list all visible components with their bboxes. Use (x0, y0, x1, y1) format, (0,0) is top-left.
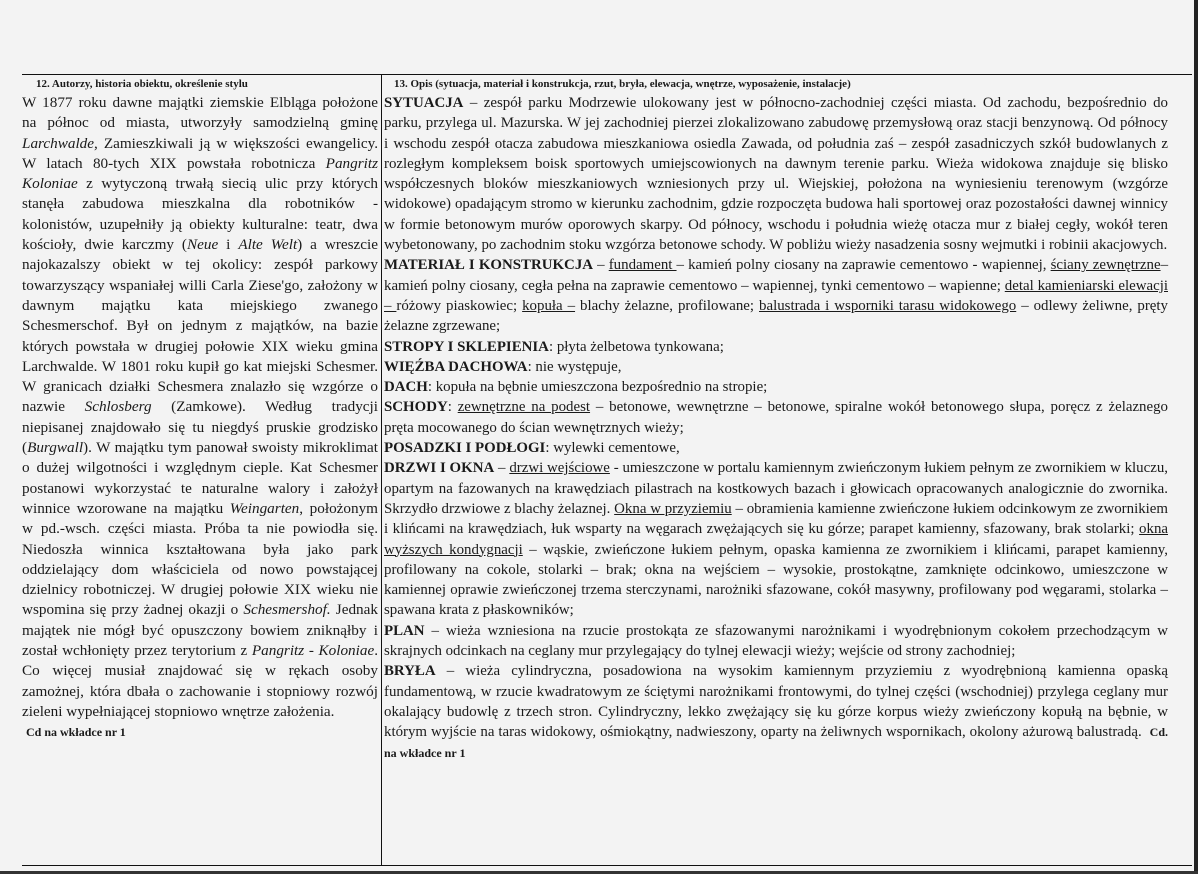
text-run: – (593, 257, 609, 274)
italic-run: Neue (186, 236, 219, 254)
continuation-note: Cd na wkładce nr 1 (26, 725, 126, 740)
underlined-term: okna wyższych kondygnacji (384, 521, 1168, 558)
underlined-term: Okna w przyziemiu (614, 500, 732, 517)
label-sytuacja: SYTUACJA (384, 95, 464, 111)
text-run: – (494, 460, 510, 477)
para-plan (384, 621, 1168, 662)
label-stropy: STROPY I SKLEPIENIA (384, 338, 549, 355)
para-sytuacja (384, 93, 1168, 255)
italic-run: Alte Welt (238, 236, 298, 254)
text-run: – kamień polny ciosany, cegła pełna na zaprawie cementowo – wapiennej, tynki cementowo – wapienne; (384, 257, 1169, 294)
text-run: różowy piaskowiec; (396, 297, 523, 314)
section-12-header: 12. Autorzy, historia obiektu, określenie stylu (36, 78, 248, 90)
label-schody: SCHODY (384, 399, 448, 416)
para-posadzki (384, 438, 1168, 458)
column-history (22, 75, 382, 865)
italic-run: Pangritz - Koloniae (251, 642, 375, 660)
text-run: – betonowe, wewnętrzne – betonowe, spiralne wokół betonowego słupa, poręcz z żelaznego pręta mocowanego do ścian wewnętrznych wieży; (384, 399, 1168, 436)
para-schody (384, 397, 1168, 438)
label-wiezba: WIĘŹBA DACHOWA (384, 358, 528, 375)
text-run: , Zamieszkiwali ją w większości ewangelicy. W latach 80-tych XIX powstała robotnicza (22, 134, 378, 172)
underlined-term: ściany zewnętrzne (1050, 257, 1161, 274)
para-material (384, 255, 1168, 336)
italic-run: Schesmershof. (243, 601, 331, 619)
text-run: ) a wreszcie najokazalszy obiekt w tej okolicy: zespół parkowy towarzyszący wspaniałej willi Carla Ziese'go, założony w dawnym majątku kata miejskiego zwanego Schesmerschof. Był on jednym z majątków, na bazie których powstała w drugiej połowie XIX wieku gmina Larchwalde. W 1801 roku kupił go kat miejski Schesmer. W granicach działki Schesmera znalazło się wzgórze o nazwie (22, 236, 378, 416)
italic-run: Pangritz Koloniae (22, 154, 378, 193)
para-bryla (384, 661, 1168, 762)
text-run: z wytyczoną trwałą siecią ulic przy których stanęła zabudowa mieszkalna dla robotników - kolonistów, uzupełniły ją obiekty kulturalne: teatr, dwa kościoły, dwie karczmy ( (22, 175, 378, 254)
text-run: – odlewy żeliwne, pręty żelazne zgrzewane; (384, 297, 1168, 335)
column-description (382, 75, 1168, 865)
text-run: : wylewki cementowe, (545, 440, 680, 457)
italic-run: Burgwall (27, 439, 84, 457)
underlined-term: zewnętrzne na podest (457, 399, 591, 416)
text-run: W 1877 roku dawne majątki ziemskie Elbląga położone na północ od miasta, utworzyły samodzielną gminę (22, 94, 378, 132)
text-run: : (447, 399, 458, 416)
text-run: (Zamkowe). Według tradycji niepisanej znajdowało się tu niegdyś pruskie grodzisko ( (22, 398, 378, 457)
label-drzwi: DRZWI I OKNA (384, 460, 495, 477)
text-run: . Co więcej musiał znajdować się w rękach osoby zamożnej, która dbała o zachowanie i stopniowy rozwój zieleni wypełniającej stopniowo wnętrze założenia. (22, 642, 379, 720)
text-run: – kamień polny ciosany na zaprawie cementowo - wapiennej, (676, 257, 1051, 274)
text-run: – wieża wzniesiona na rzucie prostokąta ze sfazowanymi narożnikami i wyodrębnionym cokołem przechodzącym w skrajnych odcinkach na ceglany mur przylegający do tylnej elewacji wieży; wejście od strony zachodniej; (384, 622, 1168, 660)
text-run: – zespół parku Modrzewie ulokowany jest w północno-zachodniej części miasta. Od zachodu, bezpośrednio do parku, przylega ul. Mazurska. W jej zachodniej pierzei zlokalizowano zabudowę przemysłową oraz stacji benzynową. Od północy i wschodu zespół otacza zabudowa mieszkaniowa osiedla Zawada, od południa zaś – zespół zasadniczych szkół budowlanych z rozległym kompleksem boisk sportowych umiejscowionych na dawnym terenie parku. Wieża widokowa znajduje się blisko współczesnych bloków mieszkaniowych wzniesionych przy ul. Wiejskiej, położona na wyniesieniu terenowym (wzgórze widokowe) opadającym stromo w kierunku zachodnim, gdzie rozpoczęta budowa hali sportowej oraz pozostałości dawnej winnicy w formie betonowym murów oporowych skarpy. Od północy, wschodu i południa wieżę otacza mur z białej cegły, wokół teren wybetonowany, po zachodnim stoku wzgórza betonowe schody. W pobliżu wieży nasadzenia sosny wejmutki i robinii akacjowych. (384, 95, 1168, 254)
label-posadzki: POSADZKI I PODŁOGI (384, 440, 546, 457)
label-bryla: BRYŁA (384, 663, 436, 680)
text-run: : kopuła na bębnie umieszczona bezpośrednio na stropie; (427, 379, 768, 396)
para-drzwi (384, 458, 1168, 620)
document-table (22, 74, 1192, 866)
italic-run: Weingarten (229, 499, 300, 517)
text-run: : płyta żelbetowa tynkowana; (548, 338, 724, 355)
italic-run: Larchwalde (22, 134, 94, 152)
label-plan: PLAN (384, 622, 425, 639)
text-run: – wąskie, zwieńczone łukiem pełnym, opaska kamienna ze zwornikiem i klińcami, parapet kamienny, profilowany na cokole, stolarki – brak; okna na wejściem – wysokie, prostokątne, zamknięte odcinkowo, umieszczone w kamiennej oprawie zwieńczonej trzema sterczynami, narożniki sfazowane, cokół masywny, profilowany pod węgarami, stolarka – spawana krata z płaskowników; (384, 541, 1168, 619)
description-text (384, 93, 1168, 763)
continuation-note: Cd. na wkładce nr 1 (384, 725, 1168, 760)
text-run: Jednak majątek nie mógł być opuszczony bowiem zniknąłby i został wchłonięty przez terytorium z (22, 601, 378, 660)
underlined-term: balustrada i wsporniki tarasu widokowego (759, 297, 1017, 314)
underlined-term: drzwi wejściowe (509, 460, 610, 477)
text-run: : nie występuje, (527, 358, 622, 375)
underlined-term: fundament (608, 257, 677, 274)
text-run: – wieża cylindryczna, posadowiona na wysokim kamiennym przyziemiu z wyodrębnioną kamienna opaską fundamentową, w rzucie kwadratowym ze ściętymi narożnikami frontowymi, do tylnej części (wschodniej) przylega ceglany mur okalający budowlę z trzech stron. Cylindryczny, lekko zwężający się ku górze korpus wieży zwieńczony kopułą na bębnie, w którym wyjście na taras widokowy, ośmiokątny, nadwieszony, oparty na żeliwnych wspornikach, okolony ażurową balustradą. (384, 663, 1168, 741)
text-run: i (218, 236, 239, 254)
text-run: – obramienia kamienne zwieńczone łukiem odcinkowym ze zwornikiem i klińcami na krawędziach, łuk wsparty na węgarach zwężających się ku górze; parapet kamienny, sfazowany, brak stolarki; (384, 500, 1168, 538)
text-run: blachy żelazne, profilowane; (575, 297, 760, 314)
para-stropy (384, 337, 1168, 357)
label-material: MATERIAŁ I KONSTRUKCJA (384, 257, 594, 274)
text-run: - umieszczone w portalu kamiennym zwieńczonym łukiem pełnym ze zwornikiem w kluczu, opartym na fazowanych na krawędziach pilastrach na kostkowych bazach i głowicach opracowanych analogicznie do zwornika. Skrzydło drzwiowe z blachy żelaznej. (384, 460, 1168, 517)
text-run: , położonym w pd.-wsch. części miasta. Próba ta nie powiodła się. Niedoszła winnica kształtowana była jako park oddzielający dom właściciela od nowo powstającej dzielnicy robotniczej. W drugiej połowie XIX wieku nie wspomina się przy żadnej okazji o (22, 499, 378, 619)
text-run: ). W majątku tym panował swoisty mikroklimat o dużej wilgotności i względnym cieple. Kat Schesmer postanowi wykorzystać te naturalne walory i założył winnice wzorowane na majątku (22, 439, 378, 517)
para-wiezba (384, 357, 1168, 377)
scan-edge-right (1194, 0, 1198, 874)
italic-run: Schlosberg (84, 398, 152, 416)
history-text (22, 93, 378, 743)
label-dach: DACH (384, 379, 428, 396)
para-dach (384, 377, 1168, 397)
section-13-header: 13. Opis (sytuacja, materiał i konstrukcja, rzut, bryła, elewacja, wnętrze, wyposażenie, instalacje) (394, 78, 851, 90)
underlined-term: detal kamieniarski elewacji – (384, 277, 1168, 314)
underlined-term: kopuła – (522, 297, 576, 314)
